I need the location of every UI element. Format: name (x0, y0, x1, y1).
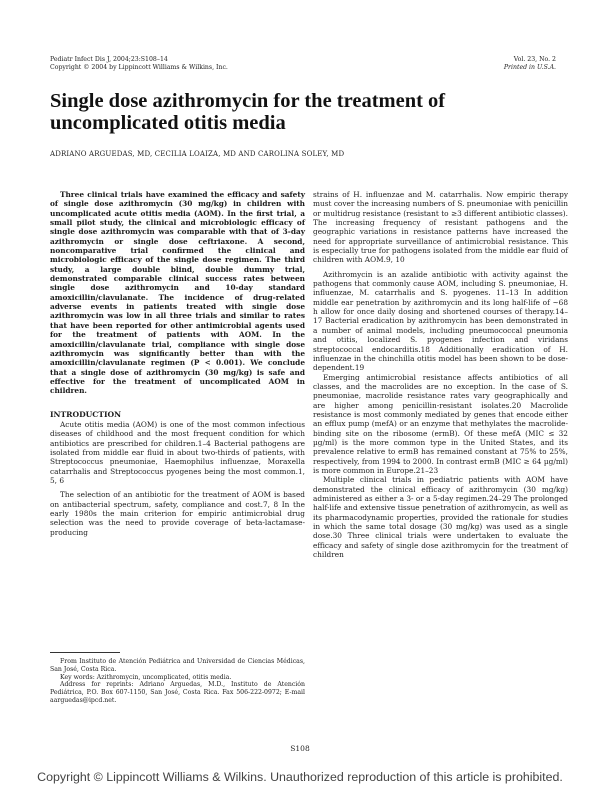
intro-paragraph-1: Acute otitis media (AOM) is one of the most common infectious diseases of childhood and the most frequent condition for which antibiotics are prescribed for children.1–4 Bacterial pathogens are isolated from middle ear fluid in about two-thirds of patients, with Streptococcus pneumoniae, Haemophilus influenzae, Moraxella catarrhalis and Streptococcus pyogenes being the most common.1, 5, 6 (50, 419, 305, 485)
article-title-line-2: uncomplicated otitis media (50, 112, 286, 134)
printed-in: Printed in U.S.A. (503, 63, 556, 71)
abstract: Three clinical trials have examined the efficacy and safety of single dose azithromycin (30 mg/kg) in children with uncomplicated acute otitis media (AOM). In the first trial, a small pilot study, the clinical and microbiologic efficacy of single dose azithromycin was comparable with that of 3-day azithromycin or single dose ceftriaxone. A second, noncomparative trial confirmed the clinical and microbiologic efficacy of the single dose regimen. The third study, a large double blind, double dummy trial, demonstrated comparable clinical success rates between single dose azithromycin and 10-day standard amoxicillin/clavulanate. The incidence of drug-related adverse events in patients treated with single dose azithromycin was low in all three trials and similar to rates that have been reported for other antimicrobial agents used for the treatment of patients with AOM. In the amoxicillin/clavulanate trial, compliance with single dose azithromycin was significantly better than with the amoxicillin/clavulanate regimen (P < 0.001). We conclude that a single dose of azithromycin (30 mg/kg) is safe and effective for the treatment of uncomplicated AOM in children. (50, 190, 305, 396)
volume-issue: Vol. 23, No. 2 (513, 56, 556, 63)
intro-paragraph-2: The selection of an antibiotic for the treatment of AOM is based on antibacterial spectrum, safety, compliance and cost.7, 8 In the early 1980s the main criterion for empiric antimicrobial drug selection was the need to provide coverage of beta-lactamase-producing (50, 490, 305, 537)
page-number: S108 (290, 744, 310, 753)
body-paragraph-1: strains of H. influenzae and M. catarrhalis. Now empiric therapy must cover the increasing numbers of S. pneumoniae with penicillin or multidrug resistance (resistant to ≥3 different antibiotic classes). The increasing frequency of resistant pathogens and the geographic variations in resistance patterns have increased the need for appropriate surveillance of antimicrobial resistance. This is especially true for pathogens isolated from the middle ear fluid of children with AOM.9, 10 (313, 190, 568, 265)
copyright-watermark: Copyright © Lippincott Williams & Wilkins. Unauthorized reproduction of this article is prohibited. (37, 770, 563, 784)
article-title-line-1: Single dose azithromycin for the treatment of (50, 90, 446, 112)
footnote-keywords: Key words: Azithromycin, uncomplicated, otitis media. (60, 673, 232, 681)
running-header-left (50, 56, 228, 71)
journal-citation: Pediatr Infect Dis J, 2004;23:S108–14 (50, 56, 168, 63)
body-paragraph-3: Emerging antimicrobial resistance affects antibiotics of all classes, and the macrolides are no exception. In the case of S. pneumoniae, macrolide resistance rates vary geographically and are higher among penicillin-resistant isolates.20 Macrolide resistance is most commonly mediated by genes that encode either an efflux pump (mefA) or an enzyme that methylates the macrolide-binding site on the ribosome (ermB). Of these mefA (MIC ≤ 32 µg/ml) is the more common type in the United States, and its prevalence relative to ermB has remained constant at 75% to 25%, respectively, from 1994 to 2000. In contrast ermB (MIC ≥ 64 µg/ml) is more common in Europe.21–23 (313, 372, 568, 475)
footnote-address: Address for reprints: Adriano Arguedas, M.D., Instituto de Atención Pediátrica, P.O. Box 607-1150, San José, Costa Rica. Fax 506-222-0972; E-mail aarguedas@ipcd.net. (50, 681, 305, 704)
body-paragraph-2: Azithromycin is an azalide antibiotic with activity against the pathogens that commonly cause AOM, including S. pneumoniae, H. influenzae, M. catarrhalis and S. pyogenes. 11–13 In addition middle ear penetration by azithromycin and its long half-life of ~68 h allow for once daily dosing and shortened courses of therapy.14–17 Bacterial eradication by azithromycin has been demonstrated in a number of animal models, including pneumococcal pneumonia and otitis, localized S. pyogenes infection and viridans streptococcal endocarditis.18 Additionally eradication of H. influenzae in the chinchilla otitis model has been shown to be dose-dependent.19 (313, 269, 568, 373)
section-heading-introduction: INTRODUCTION (50, 409, 122, 419)
footnotes (50, 658, 305, 705)
body-paragraph-4: Multiple clinical trials in pediatric patients with AOM have demonstrated the clinical efficacy of azithromycin (30 mg/kg) administered as either a 3- or a 5-day regimen.24–29 The prolonged half-life and extensive tissue penetration of azithromycin, as well as its pharmacodynamic properties, provided the rationale for studies in which the same total dosage (30 mg/kg) was used as a single dose.30 Three clinical trials were undertaken to evaluate the efficacy and safety of single dose azithromycin for the treatment of children (313, 475, 568, 560)
running-header-right (504, 56, 556, 71)
footnote-affiliation: From Instituto de Atención Pediátrica and Universidad de Ciencias Médicas, San José, Costa Rica. (50, 658, 305, 673)
right-column (313, 190, 568, 559)
footnote-divider (50, 652, 120, 653)
author-list: ADRIANO ARGUEDAS, MD, CECILIA LOAIZA, MD AND CAROLINA SOLEY, MD (50, 150, 345, 158)
article-title (50, 90, 560, 134)
left-column (50, 190, 305, 537)
publisher-copyright: Copyright © 2004 by Lippincott Williams & Wilkins, Inc. (50, 63, 228, 71)
